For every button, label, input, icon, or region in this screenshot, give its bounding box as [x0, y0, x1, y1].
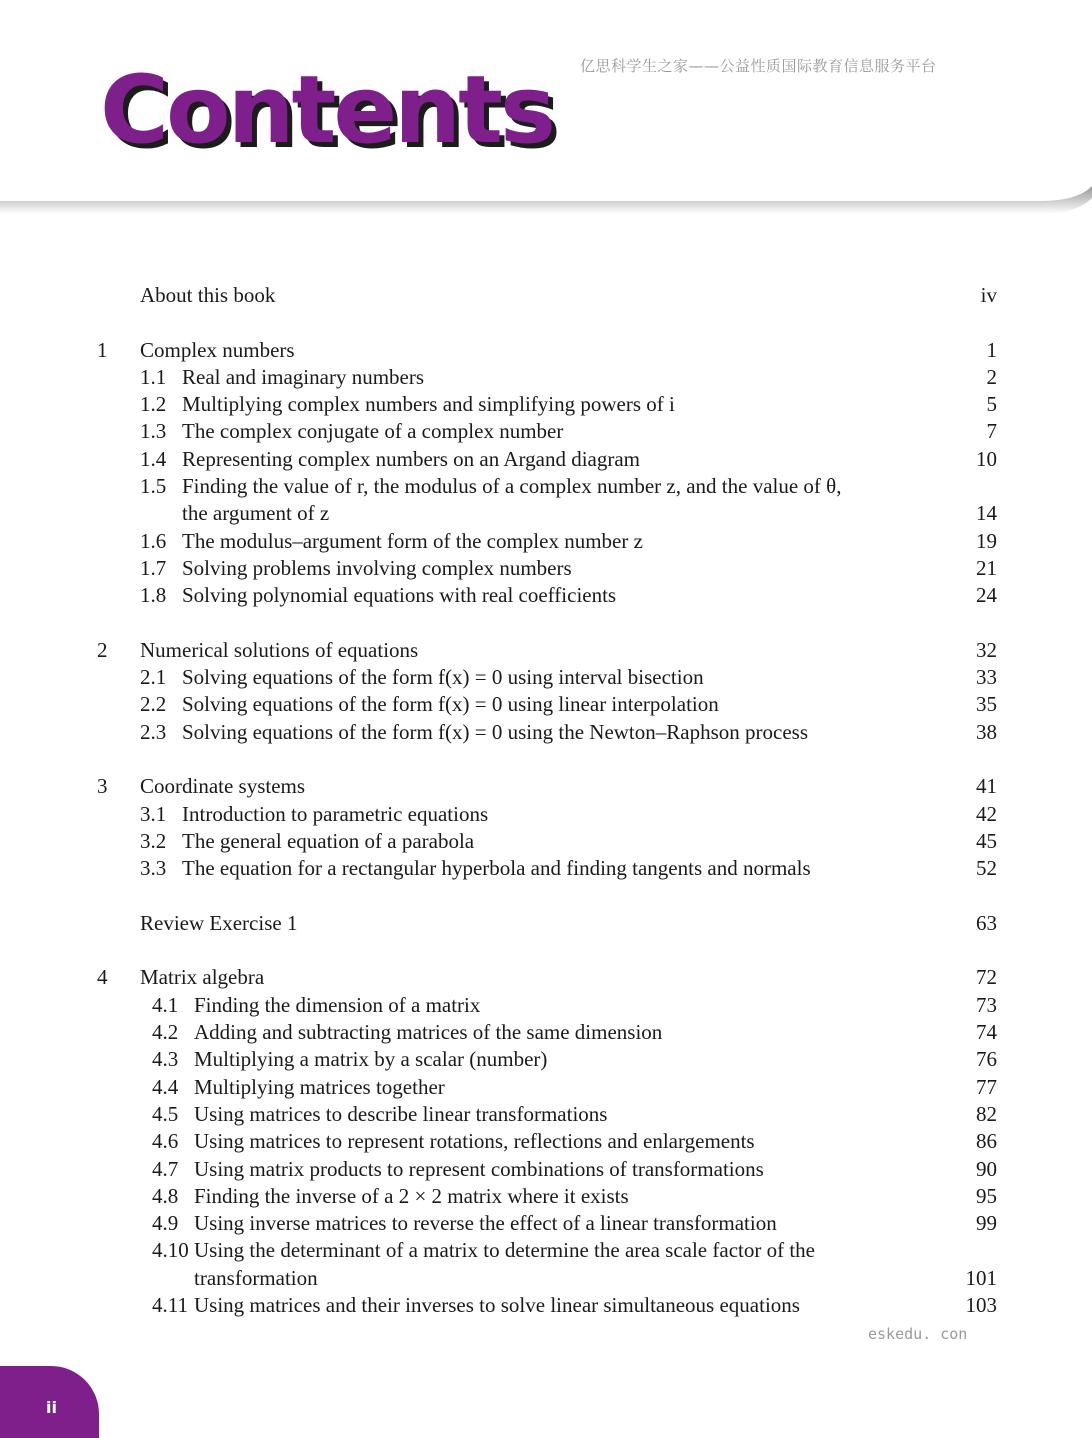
section-number: 4.6: [152, 1129, 179, 1154]
section-number: 2.1: [140, 665, 167, 690]
page-number: 82: [976, 1101, 997, 1126]
toc-spacer: [0, 610, 1092, 637]
section-title: Using matrices to describe linear transformations: [194, 1101, 608, 1126]
toc-section-row[interactable]: [0, 1292, 1092, 1319]
toc-section-row[interactable]: [0, 1265, 1092, 1292]
toc-section-row[interactable]: [0, 691, 1092, 718]
page-number: 73: [976, 992, 997, 1017]
section-title: Using matrices to represent rotations, reflections and enlargements: [194, 1129, 755, 1154]
toc-section-row[interactable]: [0, 555, 1092, 582]
toc-section-row[interactable]: [0, 364, 1092, 391]
chapter-title: Coordinate systems: [140, 774, 306, 799]
section-number: 1.2: [140, 392, 167, 417]
toc-section-row[interactable]: [0, 446, 1092, 473]
page-number: 74: [976, 1020, 997, 1045]
toc-section-row[interactable]: [0, 992, 1092, 1019]
section-title: Using matrices and their inverses to solve linear simultaneous equations: [194, 1292, 800, 1317]
footer-watermark: eskedu. con: [868, 1325, 968, 1343]
section-title: Solving equations of the form f(x) = 0 using the Newton–Raphson process: [182, 719, 809, 744]
page-number: 52: [976, 856, 997, 881]
section-title: Solving problems involving complex numbers: [182, 555, 572, 580]
section-number: 4.9: [152, 1211, 179, 1236]
toc-section-row[interactable]: [0, 582, 1092, 609]
section-title: Multiplying a matrix by a scalar (number): [194, 1047, 548, 1072]
toc-section-row[interactable]: [0, 391, 1092, 418]
toc-section-row[interactable]: [0, 500, 1092, 527]
page-number: 5: [986, 392, 997, 417]
section-title: the argument of z: [182, 501, 330, 526]
chapter-number: 2: [97, 637, 108, 662]
section-number: 1.1: [140, 364, 167, 389]
chapter-title: About this book: [140, 283, 276, 307]
section-number: 4.1: [152, 992, 179, 1017]
toc-chapter-row[interactable]: [0, 337, 1092, 364]
toc-section-row[interactable]: [0, 719, 1092, 746]
section-title: The modulus–argument form of the complex number z: [182, 528, 643, 553]
section-number: 3.1: [140, 801, 167, 826]
page-folio: ii: [46, 1398, 57, 1417]
page-number: 45: [976, 828, 997, 853]
section-title: Multiplying complex numbers and simplifying powers of i: [182, 392, 675, 417]
page-number: 77: [976, 1074, 997, 1099]
section-title: The equation for a rectangular hyperbola and finding tangents and normals: [182, 856, 811, 881]
page-number: 76: [976, 1047, 997, 1072]
page-number: 99: [976, 1211, 997, 1236]
toc-section-row[interactable]: [0, 664, 1092, 691]
section-number: 4.3: [152, 1047, 179, 1072]
section-title: Multiplying matrices together: [194, 1074, 445, 1099]
toc-section-row[interactable]: [0, 1128, 1092, 1155]
page-number: 41: [976, 774, 997, 799]
section-number: 1.7: [140, 555, 167, 580]
section-number: 3.2: [140, 828, 167, 853]
section-title: Solving equations of the form f(x) = 0 using interval bisection: [182, 665, 704, 690]
section-title: transformation: [194, 1265, 318, 1290]
section-number: 4.5: [152, 1101, 179, 1126]
section-number: 2.3: [140, 719, 167, 744]
section-title: Finding the value of r, the modulus of a complex number z, and the value of θ,: [182, 474, 842, 499]
section-number: 4.2: [152, 1020, 179, 1045]
page-number: 32: [976, 637, 997, 662]
page-number: 38: [976, 719, 997, 744]
chapter-number: 4: [97, 965, 108, 990]
page-number: 1: [986, 337, 997, 362]
header-watermark: 亿思科学生之家——公益性质国际教育信息服务平台: [580, 57, 937, 75]
section-title: Solving equations of the form f(x) = 0 using linear interpolation: [182, 692, 719, 717]
page-number: 14: [976, 501, 997, 526]
toc-section-row[interactable]: [0, 1156, 1092, 1183]
page-number: 72: [976, 965, 997, 990]
page-number: iv: [980, 283, 997, 307]
toc-chapter-row[interactable]: [0, 964, 1092, 991]
toc-section-row[interactable]: [0, 1019, 1092, 1046]
section-number: 1.8: [140, 583, 167, 608]
page-number: 19: [976, 528, 997, 553]
toc-section-row[interactable]: [0, 1210, 1092, 1237]
toc-spacer: [0, 883, 1092, 910]
page-number: 7: [986, 419, 997, 444]
toc-section-row[interactable]: [0, 828, 1092, 855]
section-number: 4.10: [152, 1238, 189, 1263]
chapter-number: 3: [97, 774, 108, 799]
page-title: Contents: [100, 56, 553, 165]
page-number: 33: [976, 665, 997, 690]
header-band: [0, 0, 1092, 210]
page-number: 2: [986, 364, 997, 389]
chapter-title: Matrix algebra: [140, 965, 265, 990]
section-title: The complex conjugate of a complex number: [182, 419, 564, 444]
toc-section-row[interactable]: [0, 528, 1092, 555]
section-number: 2.2: [140, 692, 167, 717]
toc-spacer: [0, 937, 1092, 964]
page-number: 35: [976, 692, 997, 717]
page-number: 21: [976, 555, 997, 580]
section-title: Solving polynomial equations with real coefficients: [182, 583, 617, 608]
section-number: 3.3: [140, 856, 167, 881]
toc-section-row[interactable]: [0, 855, 1092, 882]
section-title: Representing complex numbers on an Argand diagram: [182, 446, 641, 471]
toc-section-row[interactable]: [0, 801, 1092, 828]
toc-chapter-row[interactable]: [0, 773, 1092, 800]
toc-chapter-row[interactable]: [0, 282, 1092, 309]
toc-section-row[interactable]: [0, 1183, 1092, 1210]
table-of-contents: [0, 282, 1092, 1319]
section-number: 4.8: [152, 1183, 179, 1208]
chapter-number: 1: [97, 337, 108, 362]
section-number: 1.4: [140, 446, 167, 471]
section-title: Adding and subtracting matrices of the same dimension: [194, 1020, 663, 1045]
section-number: 1.3: [140, 419, 167, 444]
toc-spacer: [0, 309, 1092, 336]
page-number: 90: [976, 1156, 997, 1181]
section-title: Finding the dimension of a matrix: [194, 992, 481, 1017]
section-title: Using inverse matrices to reverse the effect of a linear transformation: [194, 1211, 777, 1236]
section-number: 4.7: [152, 1156, 179, 1181]
section-number: 1.6: [140, 528, 167, 553]
toc-section-row[interactable]: [0, 418, 1092, 445]
toc-chapter-row[interactable]: [0, 910, 1092, 937]
page-number: 103: [965, 1292, 997, 1317]
section-title: Using the determinant of a matrix to determine the area scale factor of the: [194, 1238, 815, 1263]
page-number: 10: [976, 446, 997, 471]
section-title: Real and imaginary numbers: [182, 364, 425, 389]
page-number: 101: [965, 1265, 997, 1290]
toc-chapter-row[interactable]: [0, 637, 1092, 664]
page-number: 42: [976, 801, 997, 826]
section-number: 4.11: [152, 1292, 188, 1317]
toc-section-row[interactable]: [0, 1237, 1092, 1264]
section-number: 1.5: [140, 474, 167, 499]
chapter-title: Numerical solutions of equations: [140, 637, 419, 662]
page-number: 63: [976, 910, 997, 935]
section-title: Using matrix products to represent combinations of transformations: [194, 1156, 764, 1181]
section-title: Introduction to parametric equations: [182, 801, 489, 826]
toc-spacer: [0, 746, 1092, 773]
section-title: Finding the inverse of a 2 × 2 matrix where it exists: [194, 1183, 629, 1208]
page-number: 95: [976, 1183, 997, 1208]
page-number: 86: [976, 1129, 997, 1154]
toc-section-row[interactable]: [0, 1074, 1092, 1101]
toc-section-row[interactable]: [0, 473, 1092, 500]
toc-section-row[interactable]: [0, 1046, 1092, 1073]
page-number: 24: [976, 583, 997, 608]
chapter-title: Complex numbers: [140, 337, 295, 362]
section-title: The general equation of a parabola: [182, 828, 475, 853]
section-number: 4.4: [152, 1074, 179, 1099]
chapter-title: Review Exercise 1: [140, 910, 298, 935]
toc-section-row[interactable]: [0, 1101, 1092, 1128]
